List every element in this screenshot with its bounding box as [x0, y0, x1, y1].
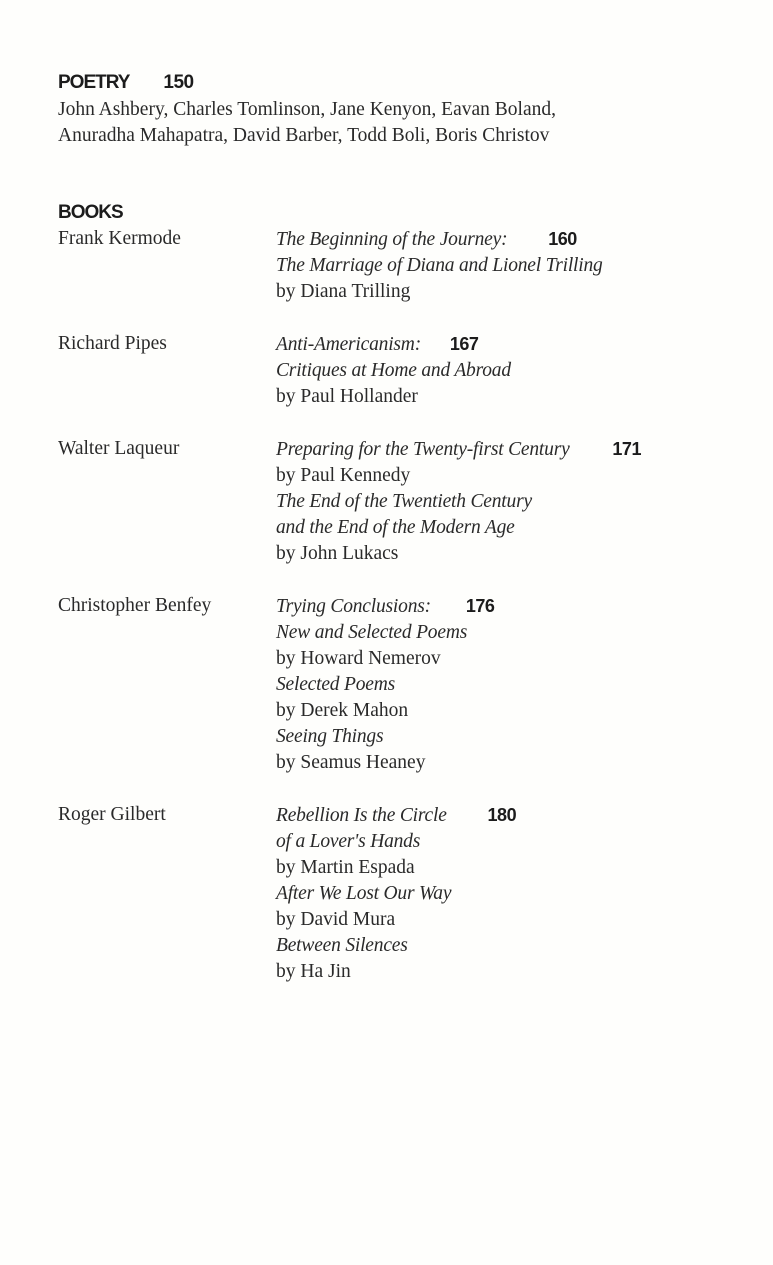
review-details — [276, 226, 748, 305]
book-author: by Seamus Heaney — [276, 752, 426, 773]
book-title-line — [276, 802, 748, 829]
book-title: Preparing for the Twenty-first Century — [276, 439, 570, 460]
book-title: After We Lost Our Way — [276, 883, 452, 904]
book-title-line — [276, 331, 748, 358]
reviewer-name: Christopher Benfey — [58, 595, 212, 616]
reviewer-name: Richard Pipes — [58, 333, 167, 354]
book-title-line — [276, 436, 748, 463]
review-details — [276, 593, 748, 776]
reviewer-name: Walter Laqueur — [58, 438, 180, 459]
review-page-number: 180 — [487, 805, 517, 825]
poetry-heading: POETRY — [58, 72, 130, 93]
book-author: by Martin Espada — [276, 857, 415, 878]
book-author: by Paul Kennedy — [276, 465, 411, 486]
poetry-heading-row — [58, 70, 748, 96]
reviewer-name: Roger Gilbert — [58, 804, 166, 825]
review-details — [276, 436, 748, 567]
review-entry — [58, 226, 748, 305]
book-title: Between Silences — [276, 935, 408, 956]
book-title: Anti-Americanism: — [276, 334, 421, 355]
poets-list — [58, 97, 748, 149]
poets-line: John Ashbery, Charles Tomlinson, Jane Kenyon, Eavan Boland, — [58, 99, 556, 120]
book-title: Seeing Things — [276, 726, 384, 747]
book-title-line — [276, 226, 748, 253]
review-details — [276, 802, 748, 985]
book-title: The Marriage of Diana and Lionel Trilling — [276, 255, 603, 276]
review-entry — [58, 802, 748, 985]
book-title-line — [276, 593, 748, 620]
books-heading: BOOKS — [58, 202, 123, 223]
book-title: New and Selected Poems — [276, 622, 468, 643]
book-author: by David Mura — [276, 909, 396, 930]
poetry-page-number: 150 — [163, 72, 194, 93]
review-page-number: 171 — [612, 439, 641, 459]
book-title: Trying Conclusions: — [276, 596, 431, 617]
review-page-number: 160 — [548, 229, 577, 249]
book-title: Rebellion Is the Circle — [276, 805, 447, 826]
book-title: and the End of the Modern Age — [276, 517, 515, 538]
book-title: of a Lover's Hands — [276, 831, 421, 852]
review-details — [276, 331, 748, 410]
book-author: by John Lukacs — [276, 543, 399, 564]
book-author: by Howard Nemerov — [276, 648, 441, 669]
book-author: by Derek Mahon — [276, 700, 409, 721]
book-author: by Paul Hollander — [276, 386, 418, 407]
book-title: The Beginning of the Journey: — [276, 229, 508, 250]
reviewer-name: Frank Kermode — [58, 228, 181, 249]
review-page-number: 167 — [449, 334, 479, 354]
book-title: Selected Poems — [276, 674, 396, 695]
contents-page — [58, 70, 748, 985]
book-author: by Diana Trilling — [276, 281, 411, 302]
review-page-number: 176 — [465, 596, 495, 616]
book-title: The End of the Twentieth Century — [276, 491, 532, 512]
review-entry — [58, 436, 748, 567]
book-title: Critiques at Home and Abroad — [276, 360, 511, 381]
review-entry — [58, 331, 748, 410]
poets-line: Anuradha Mahapatra, David Barber, Todd Boli, Boris Christov — [58, 125, 550, 146]
book-author: by Ha Jin — [276, 961, 351, 982]
review-entry — [58, 593, 748, 776]
